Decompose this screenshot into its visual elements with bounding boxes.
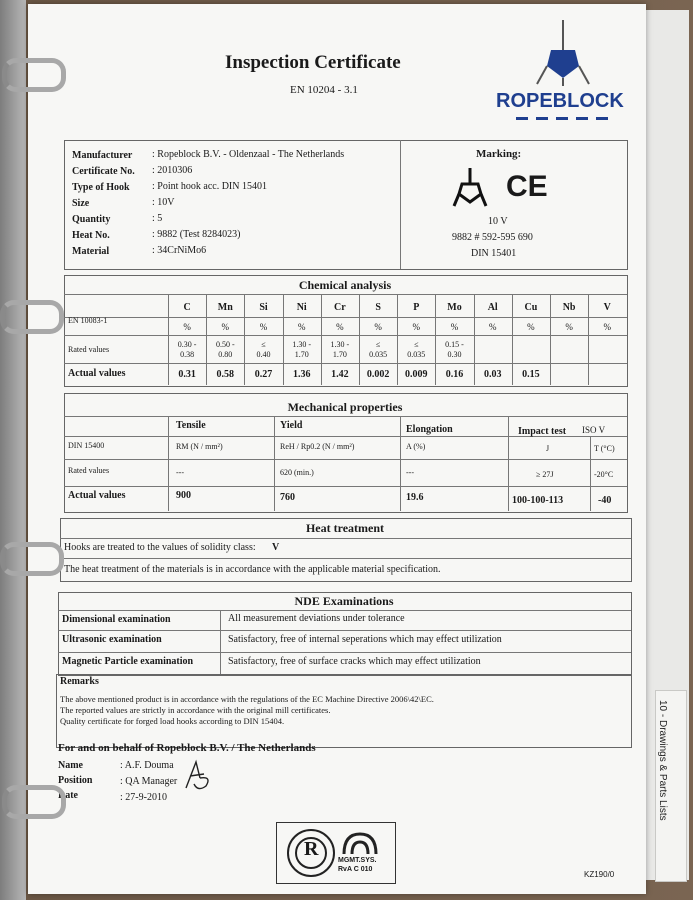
signature-scribble-icon [178,758,218,794]
heat-treatment-title: Heat treatment [305,521,385,535]
yield-unit: ReH / Rp0.2 (N / mm²) [280,442,355,451]
table-divider [168,416,169,511]
magnetic-particle-exam-value: Satisfactory, free of surface cracks which may effect utilization [228,656,481,667]
document-code: KZ190/0 [584,870,615,879]
marking-standard: DIN 15401 [471,248,517,259]
heat-treatment-statement: The heat treatment of the materials is in accordance with the applicable material specification. [64,564,441,575]
binder-ring [0,300,64,334]
element-unit: % [259,322,268,332]
material-label: Material [72,246,110,257]
marking-heat: 9882 # 592-595 690 [452,232,533,243]
element-symbol: Mn [217,302,233,313]
divider-tab-label: 10 - Drawings & Parts Lists [657,700,668,821]
table-divider [58,610,631,611]
yield-actual: 760 [280,492,295,503]
yield-rated: 620 (min.) [280,468,314,477]
table-divider [590,436,591,511]
table-divider [64,363,627,364]
elongation-unit: A (%) [406,442,426,451]
elongation-actual: 19.6 [406,492,424,503]
remarks-line-2: The reported values are strictly in accordance with the original mill certificates. [60,705,331,715]
position-value: : QA Manager [120,776,178,787]
certificate-no-label: Certificate No. [72,166,135,177]
remarks-line-3: Quality certificate for forged load hooks according to DIN 15404. [60,716,285,726]
actual-value: 0.58 [216,369,235,380]
element-unit: % [450,322,459,332]
ropeblock-mark-icon [452,166,488,210]
rated-max: 0.38 [180,350,195,359]
rated-min: 0.50 - [215,340,235,349]
element-unit: % [374,322,382,332]
nde-title: NDE Examinations [294,594,394,608]
element-symbol: Ni [296,302,307,313]
chemical-actual-label: Actual values [68,368,126,379]
magnetic-particle-exam-label: Magnetic Particle examination [62,656,194,667]
element-symbol: Si [259,302,268,313]
tensile-unit: RM (N / mm²) [176,442,223,451]
certificate-title: Inspection Certificate [225,52,401,73]
logo-dash [576,117,588,120]
impact-energy-rated: ≥ 27J [536,470,554,479]
binder-ring [2,785,66,819]
actual-value: 0.31 [178,369,196,380]
certificate-page [28,4,646,894]
actual-value: 0.15 [522,369,540,380]
material-value: : 34CrNiMo6 [152,245,207,256]
ropeblock-logo-text: ROPEBLOCK [496,90,624,112]
logo-dash [516,117,528,120]
binder-ring [2,58,66,92]
rated-min: ≤ [375,340,381,349]
impact-energy-unit: J [546,444,550,453]
actual-value: 0.03 [483,369,502,380]
solidity-class-text: Hooks are treated to the values of solidity class: [64,542,256,553]
tensile-rated: --- [176,468,184,477]
element-unit: % [183,322,191,332]
element-unit: % [527,322,535,332]
table-divider [60,558,631,559]
element-unit: % [297,322,306,332]
actual-value: 0.27 [254,369,273,380]
logo-dash [556,117,568,120]
rated-max: 0.035 [369,350,388,359]
remarks-line-1: The above mentioned product is in accordance with the regulations of the EC Machine Directive 2006\42\EC. [60,694,434,704]
logo-dash [536,117,548,120]
chemical-analysis-title: Chemical analysis [298,278,392,292]
elongation-header: Elongation [406,424,453,435]
tensile-header: Tensile [176,420,206,431]
element-unit: % [565,322,573,332]
info-divider [400,140,401,269]
yield-header: Yield [280,420,303,431]
table-divider [508,416,509,511]
table-divider [64,317,627,318]
certificate-no-value: : 2010306 [152,165,193,176]
tensile-actual: 900 [176,490,191,501]
signature-heading: For and on behalf of Ropeblock B.V. / The Netherlands [58,742,316,754]
quality-seal-letter: R [304,838,319,860]
rva-mark-icon [340,830,380,856]
solidity-class-value: V [272,542,280,553]
ce-mark: CE [506,170,548,203]
rated-min: 1.30 - [330,340,350,349]
table-divider [400,416,401,511]
type-of-hook-value: : Point hook acc. DIN 15401 [152,181,267,192]
heat-no-label: Heat No. [72,230,110,241]
impact-test-header: Impact test [518,426,567,437]
impact-temp-unit: T (°C) [594,444,615,453]
position-label: Position [58,775,93,786]
rated-max: 0.30 [447,350,462,359]
rated-min: 0.30 - [177,340,197,349]
element-symbol: V [603,302,611,313]
table-divider [220,610,221,674]
rated-max: 0.40 [256,350,271,359]
binder-spine [0,0,26,900]
table-divider [60,538,631,539]
actual-value: 1.36 [292,369,311,380]
manufacturer-label: Manufacturer [72,150,133,161]
rated-min: ≤ [414,340,419,349]
name-label: Name [58,760,83,771]
rated-min: 0.15 - [445,340,464,349]
actual-value: 0.009 [405,369,428,380]
element-unit: % [336,322,344,332]
actual-value: 1.42 [331,369,349,380]
element-unit: % [412,322,421,332]
rated-max: 1.70 [332,350,347,359]
ultrasonic-exam-value: Satisfactory, free of internal seperations which may effect utilization [228,634,502,645]
element-unit: % [603,322,612,332]
impact-temp-rated: -20°C [594,470,614,479]
impact-temp-actual: -40 [598,495,612,506]
marking-size: 10 V [488,216,508,227]
mechanical-properties-title: Mechanical properties [287,400,403,414]
certificate-standard: EN 10204 - 3.1 [290,84,358,96]
quantity-label: Quantity [72,214,111,225]
quantity-value: : 5 [152,213,163,224]
chemical-rated-label: Rated values [68,345,110,354]
manufacturer-value: : Ropeblock B.V. - Oldenzaal - The Netherlands [152,149,345,160]
size-label: Size [72,198,90,209]
element-unit: % [221,322,230,332]
mechanical-actual-label: Actual values [68,490,126,501]
rated-min: ≤ [261,340,266,349]
table-divider [274,416,275,511]
element-symbol: P [413,302,420,313]
actual-value: 0.16 [445,369,464,380]
table-divider [58,652,631,653]
remarks-title: Remarks [60,676,99,687]
dimensional-exam-value: All measurement deviations under tolerance [228,613,405,624]
dimensional-exam-label: Dimensional examination [62,614,171,625]
element-symbol: Mo [447,302,462,313]
element-symbol: Al [487,302,498,313]
date-label: Date [58,790,78,801]
rated-max: 0.80 [218,350,233,359]
table-divider [64,486,627,487]
rated-min: 1.30 - [292,340,312,349]
type-of-hook-label: Type of Hook [72,182,130,193]
chemical-standard: EN 10083-1 [68,316,108,325]
impact-energy-actual: 100-100-113 [512,495,564,506]
mechanical-rated-label: Rated values [68,466,110,475]
table-divider [64,294,627,295]
table-divider [64,459,627,460]
ropeblock-logo-icon [533,16,593,88]
element-symbol: Cu [524,302,538,313]
rated-max: 1.70 [294,350,309,359]
table-divider [58,630,631,631]
element-symbol: S [375,302,381,313]
rated-max: 0.035 [407,350,426,359]
info-box [64,140,628,270]
elongation-rated: --- [406,468,414,477]
name-value: : A.F. Douma [120,760,174,771]
element-symbol: Nb [562,302,576,313]
size-value: : 10V [152,197,175,208]
table-divider [64,416,627,417]
actual-value: 0.002 [366,369,390,380]
logo-dash [596,117,608,120]
heat-no-value: : 9882 (Test 8284023) [152,229,241,240]
element-symbol: C [183,302,191,313]
date-value: : 27-9-2010 [120,792,167,803]
element-unit: % [488,322,497,332]
mechanical-standard: DIN 15400 [68,441,105,450]
element-symbol: Cr [334,302,346,313]
binder-ring [0,542,64,576]
ultrasonic-exam-label: Ultrasonic examination [62,634,162,645]
rva-mark-text: MGMT.SYS. RvA C 010 [338,857,377,873]
marking-title: Marking: [476,148,522,160]
impact-standard: ISO V [582,425,606,435]
table-divider [64,335,627,336]
